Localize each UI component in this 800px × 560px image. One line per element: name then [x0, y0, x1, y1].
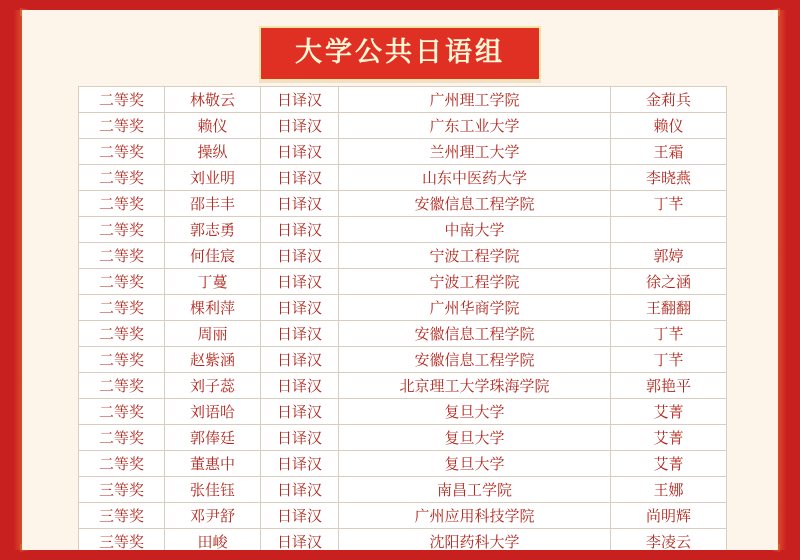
cell-category: 日译汉: [261, 321, 339, 347]
cell-school: 宁波工程学院: [339, 269, 611, 295]
cell-school: 安徽信息工程学院: [339, 191, 611, 217]
table-row: [79, 87, 727, 113]
title-area: [22, 26, 778, 81]
cell-prize: 二等奖: [79, 269, 165, 295]
cell-prize: 三等奖: [79, 477, 165, 503]
cell-school: 广州理工学院: [339, 87, 611, 113]
frame-left-border: [0, 0, 22, 560]
cell-name: 棵利萍: [165, 295, 261, 321]
cell-name: 邵丰丰: [165, 191, 261, 217]
cell-name: 邓尹舒: [165, 503, 261, 529]
table-row: [79, 529, 727, 551]
cell-school: 安徽信息工程学院: [339, 321, 611, 347]
cell-advisor: 金莉兵: [611, 87, 727, 113]
cell-advisor: 艾菁: [611, 451, 727, 477]
cell-name: 周丽: [165, 321, 261, 347]
cell-category: 日译汉: [261, 425, 339, 451]
cell-category: 日译汉: [261, 243, 339, 269]
cell-category: 日译汉: [261, 269, 339, 295]
cell-name: 操纵: [165, 139, 261, 165]
cell-name: 刘业明: [165, 165, 261, 191]
cell-school: 安徽信息工程学院: [339, 347, 611, 373]
cell-school: 复旦大学: [339, 399, 611, 425]
cell-school: 沈阳药科大学: [339, 529, 611, 551]
cell-advisor: 艾菁: [611, 399, 727, 425]
cell-advisor: 王霜: [611, 139, 727, 165]
table-row: [79, 217, 727, 243]
cell-advisor: 尚明辉: [611, 503, 727, 529]
cell-school: 南昌工学院: [339, 477, 611, 503]
cell-name: 何佳宸: [165, 243, 261, 269]
cell-name: 林敬云: [165, 87, 261, 113]
cell-school: 广州华商学院: [339, 295, 611, 321]
table-row: [79, 191, 727, 217]
page-title: 大学公共日语组: [259, 26, 541, 81]
cell-school: 复旦大学: [339, 425, 611, 451]
cell-prize: 二等奖: [79, 87, 165, 113]
poster-inner: [22, 10, 778, 550]
cell-prize: 二等奖: [79, 191, 165, 217]
cell-category: 日译汉: [261, 113, 339, 139]
cell-prize: 二等奖: [79, 451, 165, 477]
table-row: [79, 295, 727, 321]
table-row: [79, 347, 727, 373]
cell-category: 日译汉: [261, 139, 339, 165]
cell-prize: 三等奖: [79, 529, 165, 551]
cell-advisor: [611, 217, 727, 243]
table-row: [79, 269, 727, 295]
cell-category: 日译汉: [261, 373, 339, 399]
cell-category: 日译汉: [261, 87, 339, 113]
cell-school: 广州应用科技学院: [339, 503, 611, 529]
cell-prize: 二等奖: [79, 165, 165, 191]
cell-name: 董惠中: [165, 451, 261, 477]
cell-category: 日译汉: [261, 503, 339, 529]
table-row: [79, 425, 727, 451]
frame-right-border: [778, 0, 800, 560]
table-row: [79, 477, 727, 503]
cell-advisor: 郭婷: [611, 243, 727, 269]
cell-school: 中南大学: [339, 217, 611, 243]
cell-category: 日译汉: [261, 165, 339, 191]
cell-prize: 三等奖: [79, 503, 165, 529]
cell-category: 日译汉: [261, 529, 339, 551]
table-row: [79, 503, 727, 529]
cell-name: 刘语哈: [165, 399, 261, 425]
table-row: [79, 321, 727, 347]
cell-name: 赵紫涵: [165, 347, 261, 373]
cell-prize: 二等奖: [79, 243, 165, 269]
table-row: [79, 399, 727, 425]
table-row: [79, 113, 727, 139]
cell-school: 复旦大学: [339, 451, 611, 477]
cell-advisor: 艾菁: [611, 425, 727, 451]
cell-prize: 二等奖: [79, 399, 165, 425]
cell-prize: 二等奖: [79, 425, 165, 451]
cell-prize: 二等奖: [79, 373, 165, 399]
cell-school: 山东中医药大学: [339, 165, 611, 191]
table-row: [79, 451, 727, 477]
cell-name: 赖仪: [165, 113, 261, 139]
cell-advisor: 郭艳平: [611, 373, 727, 399]
cell-advisor: 丁芊: [611, 191, 727, 217]
frame-bottom-border: [0, 550, 800, 560]
cell-school: 北京理工大学珠海学院: [339, 373, 611, 399]
cell-advisor: 王翻翻: [611, 295, 727, 321]
cell-name: 郭志勇: [165, 217, 261, 243]
cell-category: 日译汉: [261, 347, 339, 373]
cell-category: 日译汉: [261, 399, 339, 425]
cell-school: 兰州理工大学: [339, 139, 611, 165]
table-row: [79, 165, 727, 191]
cell-category: 日译汉: [261, 477, 339, 503]
cell-advisor: 赖仪: [611, 113, 727, 139]
cell-name: 郭俸廷: [165, 425, 261, 451]
cell-name: 刘子蕊: [165, 373, 261, 399]
cell-prize: 二等奖: [79, 347, 165, 373]
frame-top-border: [0, 0, 800, 10]
cell-name: 田峻: [165, 529, 261, 551]
cell-category: 日译汉: [261, 451, 339, 477]
cell-prize: 二等奖: [79, 321, 165, 347]
cell-category: 日译汉: [261, 191, 339, 217]
cell-name: 张佳钰: [165, 477, 261, 503]
cell-name: 丁蔓: [165, 269, 261, 295]
table-row: [79, 243, 727, 269]
cell-advisor: 丁芊: [611, 321, 727, 347]
cell-school: 广东工业大学: [339, 113, 611, 139]
cell-advisor: 王娜: [611, 477, 727, 503]
cell-category: 日译汉: [261, 217, 339, 243]
cell-prize: 二等奖: [79, 113, 165, 139]
results-table: [78, 86, 727, 550]
cell-advisor: 李晓燕: [611, 165, 727, 191]
table-row: [79, 139, 727, 165]
cell-prize: 二等奖: [79, 295, 165, 321]
cell-category: 日译汉: [261, 295, 339, 321]
cell-advisor: 丁芊: [611, 347, 727, 373]
cell-prize: 二等奖: [79, 139, 165, 165]
cell-advisor: 徐之涵: [611, 269, 727, 295]
results-table-container: [78, 86, 726, 550]
cell-advisor: 李凌云: [611, 529, 727, 551]
cell-school: 宁波工程学院: [339, 243, 611, 269]
cell-prize: 二等奖: [79, 217, 165, 243]
table-row: [79, 373, 727, 399]
